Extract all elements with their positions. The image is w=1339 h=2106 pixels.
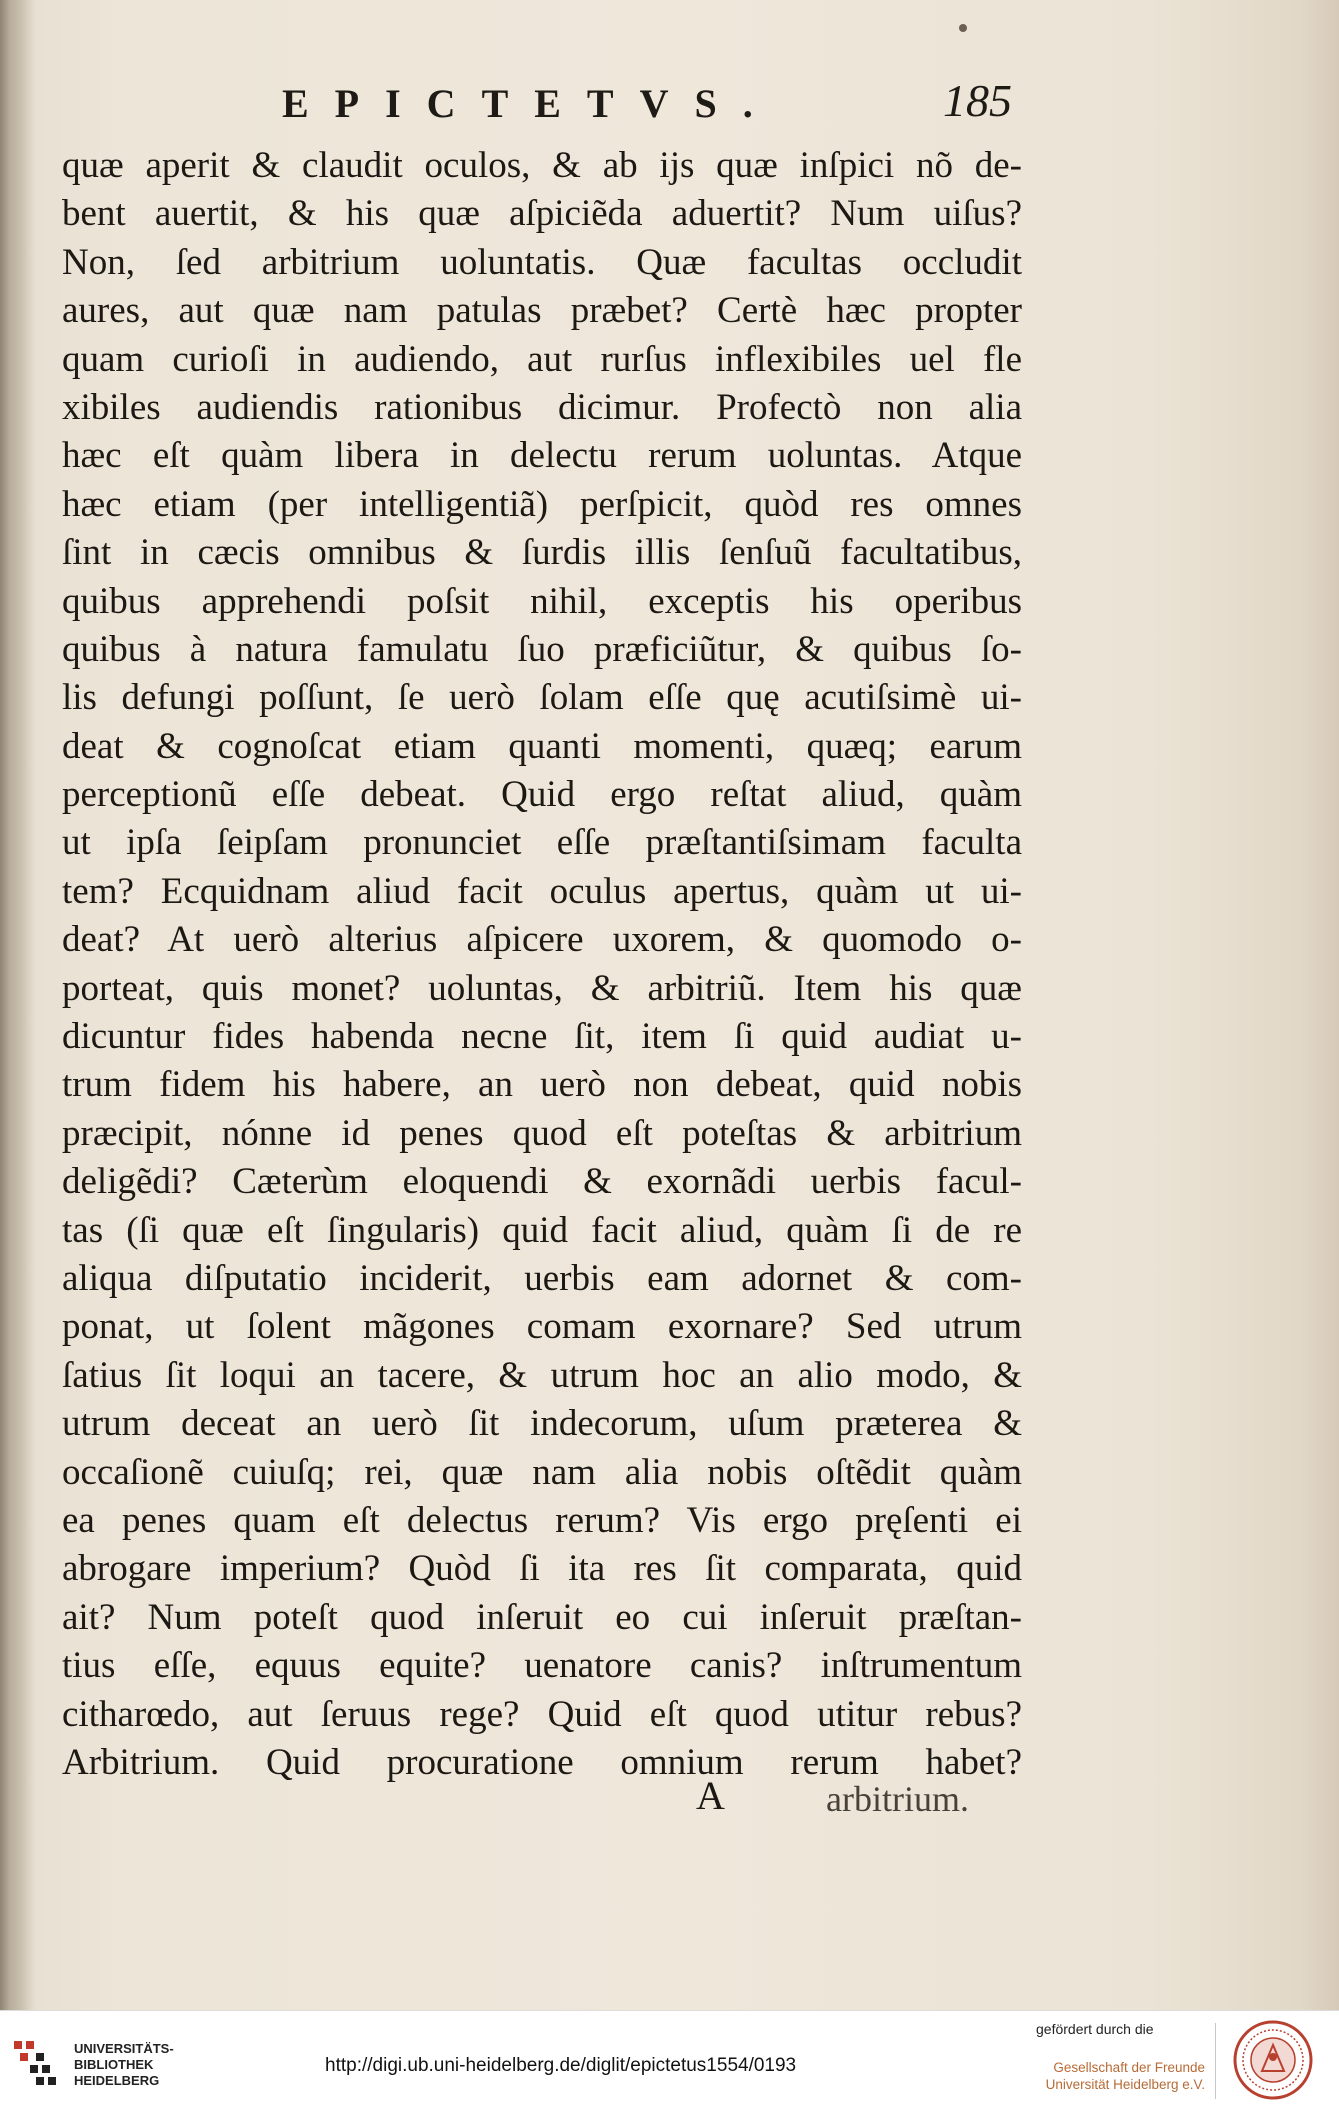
text-line: ponat, ut ſolent mãgones comam exornare? Sed utrum (62, 1306, 1022, 1348)
library-name-line: BIBLIOTHEK (74, 2057, 154, 2072)
text-line: occaſionẽ cuiuſq; rei, quæ nam alia nobis oſtẽdit quàm (62, 1451, 1022, 1493)
text-line: quibus à natura famulatu ſuo præficiũtur, & quibus ſo- (62, 628, 1022, 670)
text-line: ait? Num poteſt quod inſeruit eo cui inſeruit præſtan- (62, 1596, 1022, 1638)
text-line: porteat, quis monet? uoluntas, & arbitriũ. Item his quæ (62, 967, 1022, 1009)
running-title: EPICTETVS. (282, 81, 779, 126)
catchword: arbitrium. (826, 1779, 969, 1819)
text-line: hæc eſt quàm libera in delectu rerum uoluntas. Atque (62, 435, 1022, 477)
library-name-line: UNIVERSITÄTS- (74, 2041, 174, 2056)
text-line: quæ aperit & claudit oculos, & ab ijs quæ inſpici nõ de- (62, 145, 1022, 186)
footer-divider (1215, 2023, 1216, 2099)
text-line: dicuntur fides habenda necne ſit, item ſi quid audiat u- (62, 1016, 1022, 1058)
body-text (62, 142, 1022, 1787)
university-seal-icon (1232, 2019, 1314, 2101)
text-line: ut ipſa ſeipſam pronunciet eſſe præſtantiſsimam faculta (62, 822, 1022, 864)
sponsor-name-line: Gesellschaft der Freunde (1053, 2060, 1205, 2075)
text-line: bent auertit, & his quæ aſpiciẽda aduertit? Num uiſus? (62, 193, 1022, 235)
sponsor-name-line: Universität Heidelberg e.V. (1045, 2077, 1205, 2092)
text-line: tius eſſe, equus equite? uenatore canis? inſtrumentum (62, 1645, 1022, 1687)
catchword-line (0, 1772, 1339, 1832)
sponsor-label: gefördert durch die (1036, 2021, 1154, 2037)
library-name-line: HEIDELBERG (74, 2073, 160, 2088)
text-line: ea penes quam eſt delectus rerum? Vis ergo pręſenti ei (62, 1499, 1022, 1541)
text-line: aures, aut quæ nam patulas præbet? Certè hæc propter (62, 290, 1022, 332)
footer-bar (0, 2010, 1339, 2106)
page-number: 185 (943, 75, 1012, 126)
signature-mark: A (696, 1773, 725, 1818)
running-head (0, 74, 1339, 134)
text-line: ſint in cæcis omnibus & ſurdis illis ſenſuũ facultatibus, (62, 532, 1022, 574)
ink-spot (959, 24, 967, 32)
text-line: ſatius ſit loqui an tacere, & utrum hoc an alio modo, & (62, 1354, 1022, 1396)
library-name (74, 2041, 174, 2089)
text-line: aliqua diſputatio inciderit, uerbis eam adornet & com- (62, 1257, 1022, 1299)
text-line: deligẽdi? Cæterùm eloquendi & exornãdi uerbis facul- (62, 1161, 1022, 1203)
text-line: tem? Ecquidnam aliud facit oculus apertus, quàm ut ui- (62, 870, 1022, 912)
text-line: tas (ſi quæ eſt ſingularis) quid facit aliud, quàm ſi de re (62, 1209, 1022, 1251)
show-through-text (1224, 200, 1339, 1250)
text-line: Arbitrium. Quid procuratione omnium rerum habet? (62, 1741, 1022, 1783)
text-line: xibiles audiendis rationibus dicimur. Profectò non alia (62, 386, 1022, 428)
text-line: deat? At uerò alterius aſpicere uxorem, & quomodo o- (62, 919, 1022, 961)
text-line: quam curioſi in audiendo, aut rurſus inflexibiles uel fle (62, 338, 1022, 380)
text-line: quibus apprehendi poſsit nihil, exceptis his operibus (62, 580, 1022, 622)
page-gutter-shadow (0, 0, 36, 2010)
text-line: hæc etiam (per intelligentiã) perſpicit, quòd res omnes (62, 483, 1022, 525)
text-line: deat & cognoſcat etiam quanti momenti, quæq; earum (62, 725, 1022, 767)
text-line: utrum deceat an uerò ſit indecorum, uſum præterea & (62, 1403, 1022, 1445)
text-line: citharœdo, aut ſeruus rege? Quid eſt quod utitur rebus? (62, 1693, 1022, 1735)
university-library-logo-icon (10, 2035, 64, 2089)
text-line: perceptionũ eſſe debeat. Quid ergo reſtat aliud, quàm (62, 774, 1022, 816)
permalink-url[interactable]: http://digi.ub.uni-heidelberg.de/diglit/epictetus1554/0193 (325, 2055, 797, 2076)
text-line: lis defungi poſſunt, ſe uerò ſolam eſſe quę acutiſsimè ui- (62, 677, 1022, 719)
text-line: Non, ſed arbitrium uoluntatis. Quæ facultas occludit (62, 241, 1022, 283)
sponsor-name (1040, 2059, 1205, 2093)
text-line: abrogare imperium? Quòd ſi ita res ſit comparata, quid (62, 1548, 1022, 1590)
text-line: præcipit, nónne id penes quod eſt poteſtas & arbitrium (62, 1112, 1022, 1154)
text-line: trum fidem his habere, an uerò non debeat, quid nobis (62, 1064, 1022, 1106)
